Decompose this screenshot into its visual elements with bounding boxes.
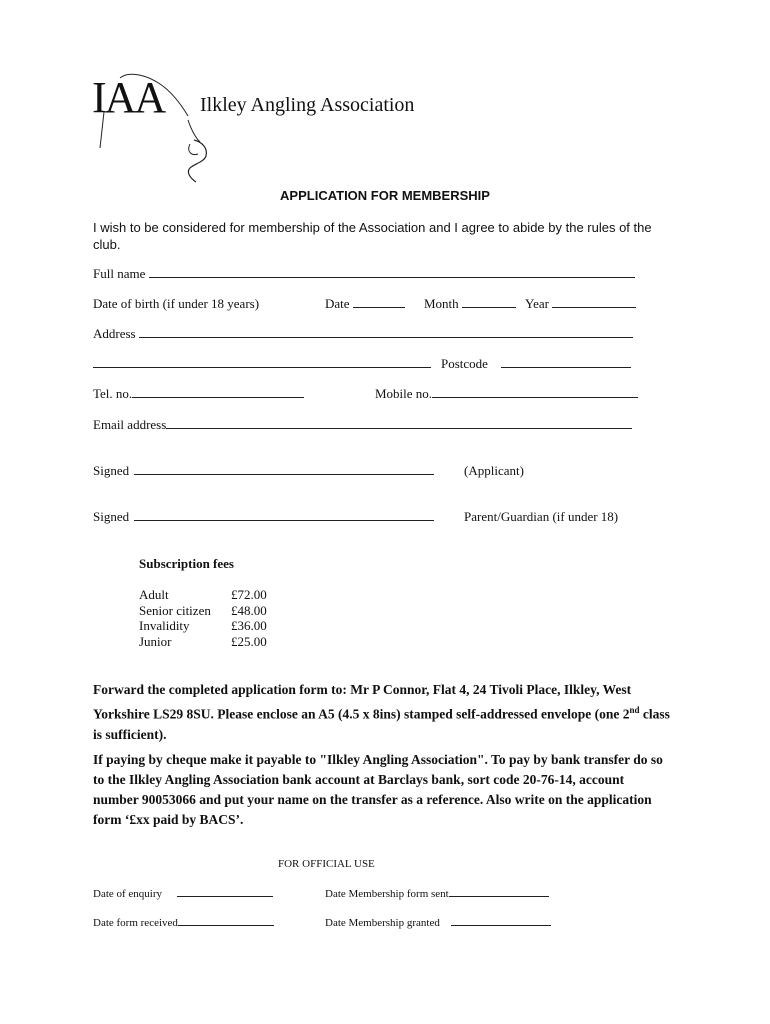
- logo-letters: IAA: [92, 73, 165, 122]
- tel-field[interactable]: [132, 386, 304, 398]
- address-label: Address: [93, 326, 136, 341]
- mobile-field[interactable]: [432, 386, 638, 398]
- address-field-1[interactable]: [139, 326, 633, 338]
- applicant-label: (Applicant): [464, 463, 524, 478]
- email-field[interactable]: [166, 417, 632, 429]
- date-label: Date: [325, 296, 350, 311]
- signed-label: Signed: [93, 463, 130, 478]
- forward-text: Forward the completed application form to: Mr P Connor, Flat 4, 24 Tivoli Place, Ilkley, West Yorkshire LS29 8SU. Please enclose an A5 (4.5 x 8ins) stamped self-addressed envelope (one 2: [93, 682, 632, 722]
- fee-price: £72.00: [231, 587, 267, 602]
- full-name-row: [93, 266, 635, 282]
- form-title: APPLICATION FOR MEMBERSHIP: [280, 188, 490, 203]
- fee-row: [139, 618, 267, 634]
- fee-category: Senior citizen: [139, 602, 211, 618]
- tel-row: [93, 386, 304, 402]
- mobile-row: [375, 386, 638, 402]
- dob-date-field[interactable]: [353, 296, 405, 308]
- dob-month-row: [424, 296, 516, 312]
- signed-guardian-row: [93, 509, 434, 525]
- date-enquiry-label: Date of enquiry: [93, 888, 163, 900]
- full-name-field[interactable]: [149, 266, 635, 278]
- postcode-field[interactable]: [501, 356, 631, 368]
- fee-price: £25.00: [231, 633, 267, 649]
- form-intro: I wish to be considered for membership of the Association and I agree to abide by the rules of the club.: [93, 220, 652, 252]
- signed-applicant-row: [93, 463, 434, 479]
- date-granted-field[interactable]: [451, 916, 551, 926]
- address-field-2[interactable]: [93, 356, 431, 368]
- date-granted-row: [325, 916, 551, 929]
- dob-year-row: [525, 296, 636, 312]
- forward-superscript: nd: [629, 705, 640, 715]
- date-granted-label: Date Membership granted: [325, 917, 440, 929]
- fee-row: [139, 634, 267, 650]
- date-enquiry-row: [93, 887, 273, 900]
- postcode-row: [441, 356, 631, 372]
- full-name-label: Full name: [93, 266, 146, 281]
- fee-row: [139, 603, 267, 619]
- fees-table: [139, 587, 267, 649]
- fee-category: Junior: [139, 633, 172, 649]
- dob-label: Date of birth (if under 18 years): [93, 296, 260, 311]
- month-label: Month: [424, 296, 459, 311]
- year-label: Year: [525, 296, 549, 311]
- email-row: [93, 417, 632, 433]
- date-form-sent-row: [325, 887, 549, 900]
- fee-price: £36.00: [231, 618, 267, 633]
- fee-category: Invalidity: [139, 618, 190, 633]
- guardian-label: Parent/Guardian (if under 18): [464, 509, 619, 524]
- fee-category: Adult: [139, 587, 169, 602]
- tel-label: Tel. no.: [93, 386, 133, 401]
- dob-month-field[interactable]: [462, 296, 516, 308]
- address-row-2: [93, 356, 431, 372]
- dob-date-row: [325, 296, 405, 312]
- dob-year-field[interactable]: [552, 296, 636, 308]
- fees-heading: Subscription fees: [139, 556, 234, 571]
- date-enquiry-field[interactable]: [177, 887, 273, 897]
- email-label: Email address: [93, 417, 167, 432]
- postcode-label: Postcode: [441, 356, 488, 371]
- fee-price: £48.00: [231, 602, 267, 618]
- forward-instructions: [93, 680, 673, 745]
- org-name: Ilkley Angling Association: [200, 94, 415, 116]
- payment-instructions: If paying by cheque make it payable to "Ilkley Angling Association". To pay by bank transfer do so to the Ilkley Angling Association bank account at Barclays bank, sort code 20-76-14, account number 90053066 and put your name on the transfer as a reference. Also write on the application form ‘£xx paid by BACS’.: [93, 752, 663, 827]
- date-form-sent-label: Date Membership form sent: [325, 888, 449, 900]
- mobile-label: Mobile no.: [375, 386, 433, 401]
- guardian-signature-field[interactable]: [134, 509, 434, 521]
- forward-text-end: class is sufficient).: [93, 706, 670, 742]
- date-form-received-field[interactable]: [178, 916, 274, 926]
- date-form-received-row: [93, 916, 274, 929]
- applicant-signature-field[interactable]: [134, 463, 434, 475]
- official-heading: FOR OFFICIAL USE: [278, 858, 375, 870]
- date-form-sent-field[interactable]: [449, 887, 549, 897]
- signed-label: Signed: [93, 509, 130, 524]
- date-form-received-label: Date form received: [93, 917, 178, 929]
- fee-row: [139, 587, 267, 603]
- address-row: [93, 326, 633, 342]
